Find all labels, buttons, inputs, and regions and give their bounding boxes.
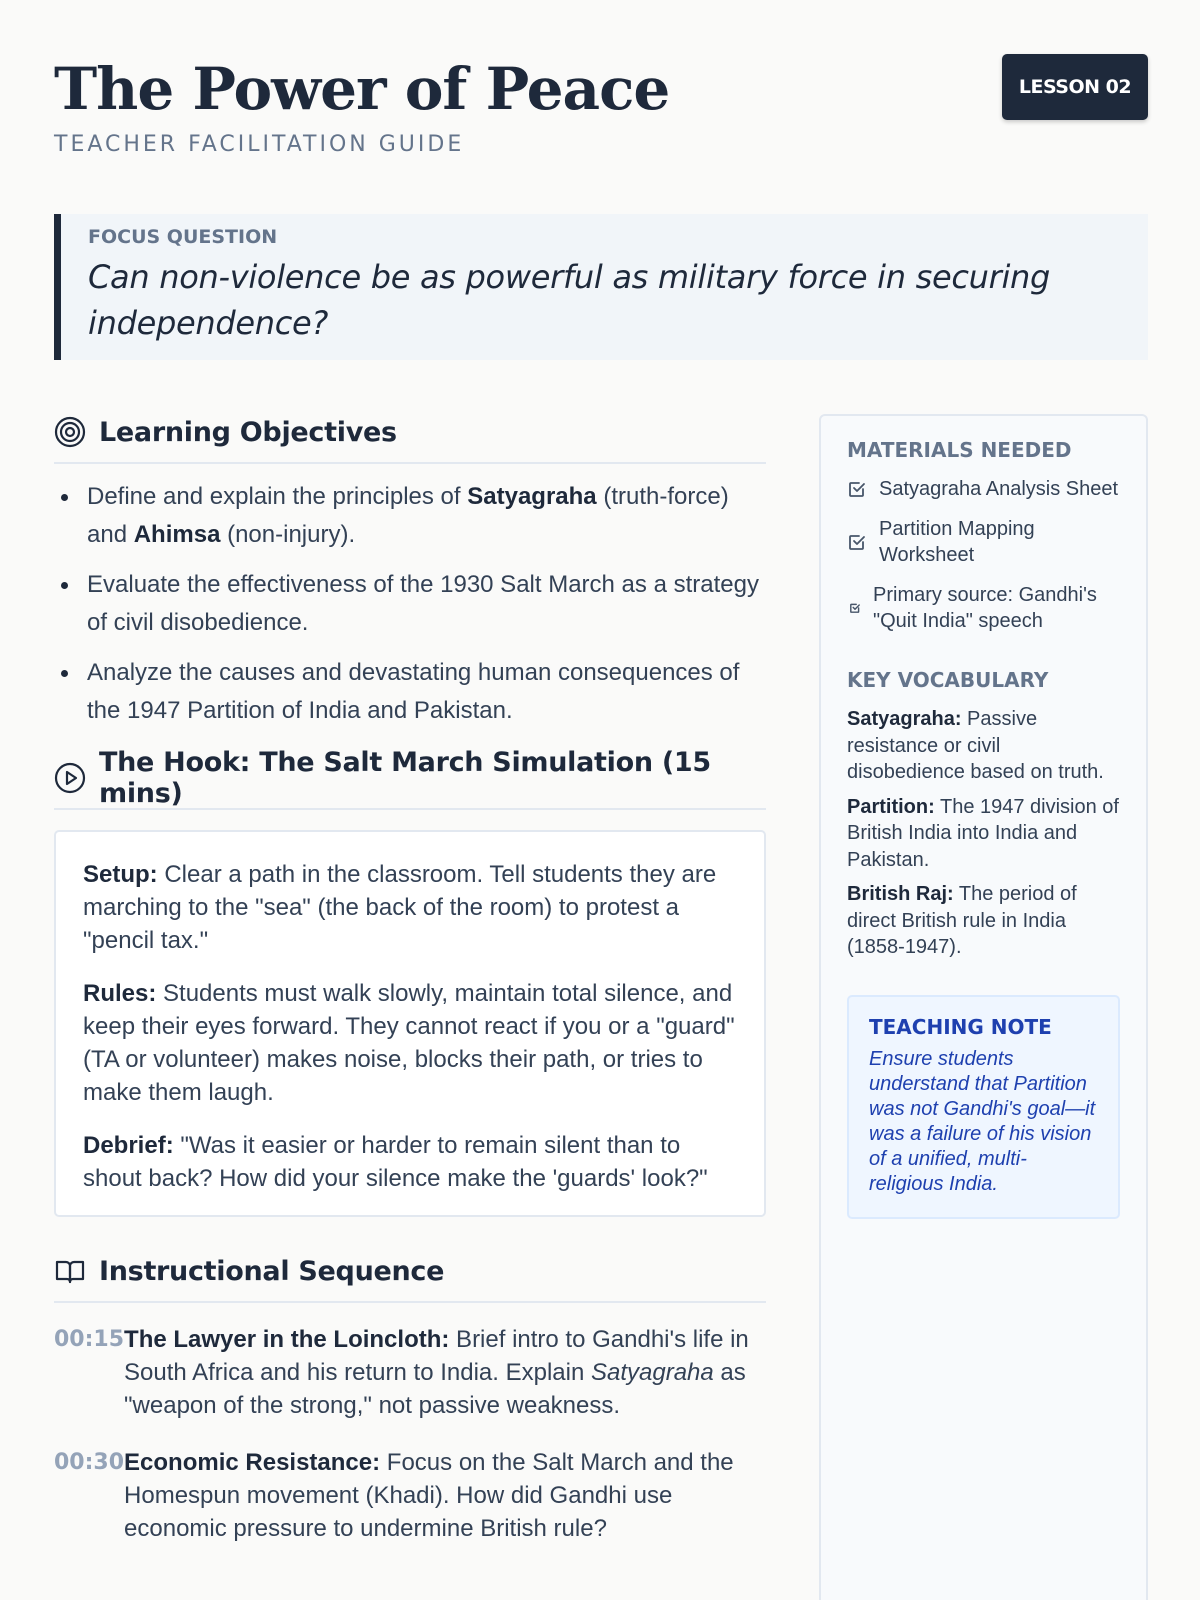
checkbox-icon [847,479,867,499]
materials-item: Satyagraha Analysis Sheet [847,476,1120,502]
book-open-icon [54,1255,86,1287]
objectives-list [54,478,766,730]
sequence-item [54,1446,766,1545]
focus-question-box [54,214,1148,360]
sequence-title: Instructional Sequence [99,1255,445,1287]
vocabulary-item: British Raj: The period of direct British rule in India (1858-1947). [847,883,1077,958]
materials-item: Primary source: Gandhi's "Quit India" speech [847,582,1120,634]
list-item: Define and explain the principles of Satyagraha (truth-force) and Ahimsa (non-injury). [54,478,766,554]
focus-label: FOCUS QUESTION [88,226,278,248]
page-header [54,52,1148,162]
checkbox-icon [847,532,867,552]
materials-item: Partition Mapping Worksheet [847,516,1120,568]
main-column [54,410,766,1545]
sequence-text: The Lawyer in the Loincloth: Brief intro to Gandhi's life in South Africa and his return to India. Explain Satyagraha as "weapon of the strong," not passive weakness. [124,1326,749,1419]
list-item: Analyze the causes and devastating human consequences of the 1947 Partition of India and Pakistan. [54,654,766,730]
sequence-text: Economic Resistance: Focus on the Salt March and the Homespun movement (Khadi). How did Gandhi use economic pressure to undermine British rule? [124,1449,734,1542]
sequence-item [54,1323,766,1422]
objectives-title: Learning Objectives [99,416,397,448]
hook-title: The Hook: The Salt March Simulation (15 mins) [99,747,711,809]
hook-setup: Setup: Clear a path in the classroom. Tell students they are marching to the "sea" (the back of the room) to protest a "pencil tax." [83,861,717,954]
vocabulary-section [847,668,1120,961]
teaching-note-text: Ensure students understand that Partition was not Gandhi's goal—it was a failure of his vision of a unified, multi-religious India. [869,1047,1096,1195]
page-title: The Power of Peace [54,55,670,123]
target-icon [54,416,86,448]
hook-rules: Rules: Students must walk slowly, maintain total silence, and keep their eyes forward. They cannot react if you or a "guard" (TA or volunteer) makes noise, blocks their path, or tries to make them laugh. [83,980,735,1106]
sequence-time: 00:30 [54,1450,125,1475]
teaching-note [847,995,1120,1219]
vocabulary-heading: KEY VOCABULARY [847,668,1049,692]
sidebar [819,414,1148,1600]
vocabulary-item: Satyagraha: Passive resistance or civil disobedience based on truth. [847,708,1104,783]
hook-heading [54,747,766,810]
focus-question: Can non-violence be as powerful as military force in securing independence? [88,258,1051,342]
sequence-time: 00:15 [54,1327,125,1352]
objectives-heading [54,410,766,464]
sequence-heading [54,1249,766,1303]
list-item: Evaluate the effectiveness of the 1930 Salt March as a strategy of civil disobedience. [54,566,766,642]
play-circle-icon [54,762,86,794]
materials-heading: MATERIALS NEEDED [847,438,1072,462]
page-subtitle: TEACHER FACILITATION GUIDE [54,132,465,157]
vocabulary-item: Partition: The 1947 division of British India into India and Pakistan. [847,795,1119,871]
lesson-badge: LESSON 02 [1002,54,1148,120]
hook-box [54,830,766,1217]
teaching-note-heading: TEACHING NOTE [869,1014,1052,1039]
checkbox-icon [849,602,861,614]
hook-debrief: Debrief: "Was it easier or harder to remain silent than to shout back? How did your silence make the 'guards' look?" [83,1132,708,1192]
